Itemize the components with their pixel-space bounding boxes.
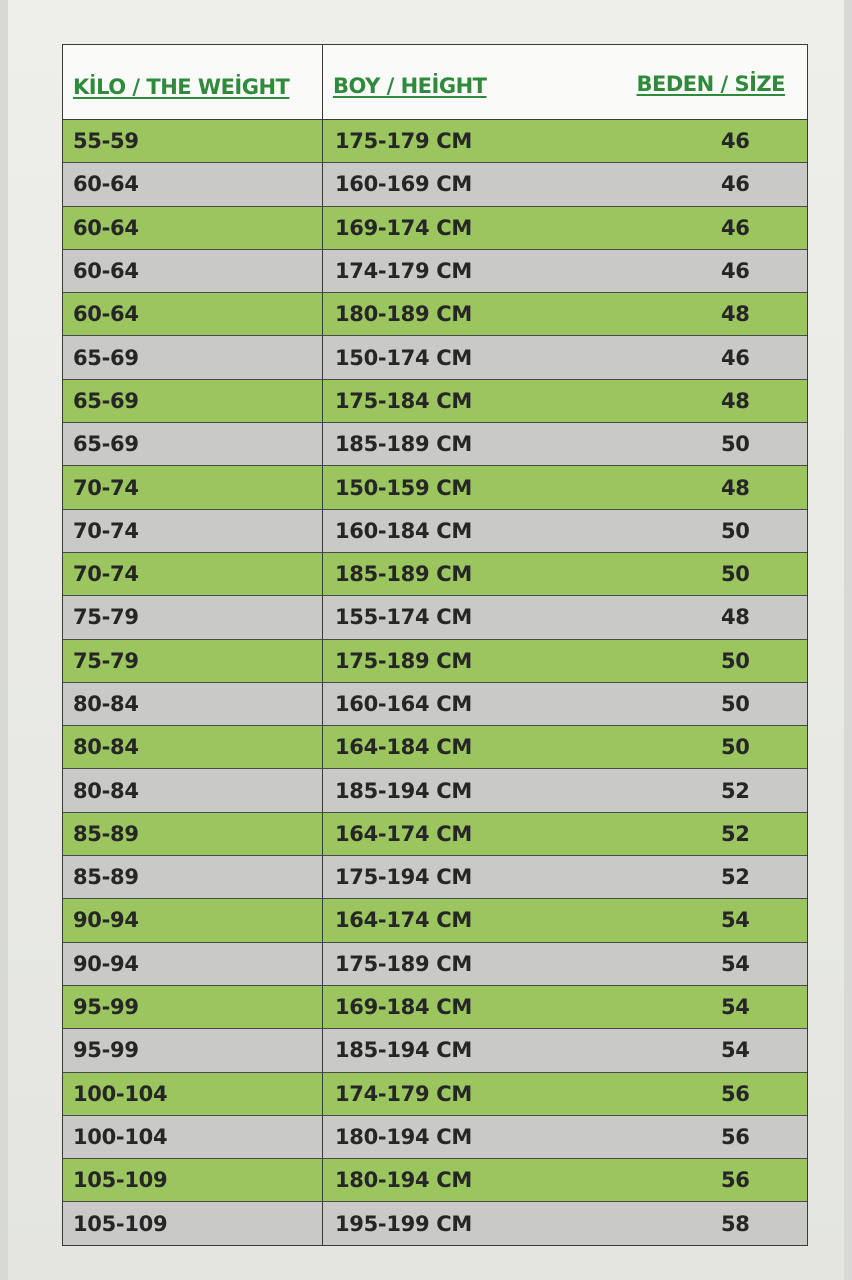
height-cell: 174-179 CM xyxy=(335,259,473,284)
size-cell: 52 xyxy=(721,865,750,890)
weight-cell: 80-84 xyxy=(63,769,323,811)
weight-cell: 95-99 xyxy=(63,986,323,1028)
weight-cell: 70-74 xyxy=(63,510,323,552)
size-cell: 52 xyxy=(721,821,750,846)
table-row xyxy=(63,249,807,292)
weight-cell: 100-104 xyxy=(63,1073,323,1115)
size-cell: 48 xyxy=(721,605,750,630)
header-size: BEDEN / SİZE xyxy=(636,72,785,96)
table-row xyxy=(63,552,807,595)
table-row xyxy=(63,292,807,335)
weight-cell: 75-79 xyxy=(63,596,323,638)
weight-cell: 70-74 xyxy=(63,466,323,508)
size-cell: 46 xyxy=(721,129,750,154)
size-cell: 54 xyxy=(721,951,750,976)
height-cell: 180-194 CM xyxy=(335,1168,473,1193)
height-cell: 164-184 CM xyxy=(335,735,473,760)
height-cell: 169-184 CM xyxy=(335,995,473,1020)
table-row xyxy=(63,985,807,1028)
size-cell: 46 xyxy=(721,215,750,240)
height-cell: 175-194 CM xyxy=(335,865,473,890)
height-cell: 150-174 CM xyxy=(335,345,473,370)
size-cell: 58 xyxy=(721,1211,750,1236)
size-cell: 52 xyxy=(721,778,750,803)
size-cell: 50 xyxy=(721,432,750,457)
height-cell: 174-179 CM xyxy=(335,1081,473,1106)
size-cell: 50 xyxy=(721,692,750,716)
height-cell: 160-169 CM xyxy=(335,172,473,197)
weight-cell: 60-64 xyxy=(63,163,323,205)
height-cell: 175-189 CM xyxy=(335,951,473,976)
table-row xyxy=(63,162,807,205)
height-cell: 169-174 CM xyxy=(335,215,473,240)
weight-cell: 95-99 xyxy=(63,1029,323,1071)
size-cell: 54 xyxy=(721,995,750,1020)
header-weight: KİLO / THE WEİGHT xyxy=(63,45,323,119)
table-row xyxy=(63,120,807,162)
table-body xyxy=(63,120,807,1245)
table-row xyxy=(63,942,807,985)
weight-cell: 60-64 xyxy=(63,207,323,249)
table-row xyxy=(63,639,807,682)
table-row xyxy=(63,422,807,465)
table-row xyxy=(63,812,807,855)
size-chart-table xyxy=(62,44,808,1246)
size-cell: 48 xyxy=(721,388,750,413)
table-row xyxy=(63,1201,807,1244)
height-cell: 180-194 CM xyxy=(335,1124,473,1149)
weight-cell: 55-59 xyxy=(63,120,323,162)
paper-sheet xyxy=(8,0,844,1280)
height-cell: 175-189 CM xyxy=(335,648,473,673)
height-cell: 160-164 CM xyxy=(335,692,473,716)
size-cell: 46 xyxy=(721,259,750,284)
header-height: BOY / HEİGHT xyxy=(333,74,487,98)
height-cell: 185-189 CM xyxy=(335,432,473,457)
table-row xyxy=(63,1158,807,1201)
table-row xyxy=(63,725,807,768)
weight-cell: 90-94 xyxy=(63,943,323,985)
table-row xyxy=(63,1072,807,1115)
weight-cell: 90-94 xyxy=(63,899,323,941)
table-row xyxy=(63,1028,807,1071)
size-cell: 50 xyxy=(721,562,750,587)
weight-cell: 60-64 xyxy=(63,250,323,292)
height-cell: 180-189 CM xyxy=(335,302,473,327)
height-cell: 185-194 CM xyxy=(335,1038,473,1063)
table-row xyxy=(63,465,807,508)
height-cell: 164-174 CM xyxy=(335,908,473,933)
weight-cell: 65-69 xyxy=(63,380,323,422)
weight-cell: 60-64 xyxy=(63,293,323,335)
table-row xyxy=(63,1115,807,1158)
weight-cell: 105-109 xyxy=(63,1159,323,1201)
height-cell: 185-189 CM xyxy=(335,562,473,587)
weight-cell: 65-69 xyxy=(63,423,323,465)
table-row xyxy=(63,898,807,941)
weight-cell: 85-89 xyxy=(63,856,323,898)
size-cell: 56 xyxy=(721,1168,750,1193)
size-cell: 54 xyxy=(721,1038,750,1063)
table-row xyxy=(63,335,807,378)
weight-cell: 85-89 xyxy=(63,813,323,855)
size-cell: 50 xyxy=(721,518,750,543)
table-row xyxy=(63,509,807,552)
height-cell: 155-174 CM xyxy=(335,605,473,630)
size-cell: 50 xyxy=(721,648,750,673)
weight-cell: 105-109 xyxy=(63,1202,323,1244)
weight-cell: 70-74 xyxy=(63,553,323,595)
weight-cell: 100-104 xyxy=(63,1116,323,1158)
table-row xyxy=(63,682,807,725)
table-row xyxy=(63,206,807,249)
height-cell: 175-184 CM xyxy=(335,388,473,413)
size-cell: 50 xyxy=(721,735,750,760)
height-cell: 164-174 CM xyxy=(335,821,473,846)
weight-cell: 80-84 xyxy=(63,726,323,768)
size-cell: 56 xyxy=(721,1124,750,1149)
table-row xyxy=(63,855,807,898)
height-cell: 195-199 CM xyxy=(335,1211,473,1236)
size-cell: 54 xyxy=(721,908,750,933)
height-cell: 175-179 CM xyxy=(335,129,473,154)
table-header-row xyxy=(63,45,807,120)
table-row xyxy=(63,379,807,422)
weight-cell: 80-84 xyxy=(63,683,323,725)
size-cell: 48 xyxy=(721,302,750,327)
size-cell: 48 xyxy=(721,475,750,500)
height-cell: 185-194 CM xyxy=(335,778,473,803)
height-cell: 150-159 CM xyxy=(335,475,473,500)
weight-cell: 65-69 xyxy=(63,336,323,378)
weight-cell: 75-79 xyxy=(63,640,323,682)
table-row xyxy=(63,595,807,638)
size-cell: 46 xyxy=(721,345,750,370)
size-cell: 56 xyxy=(721,1081,750,1106)
table-row xyxy=(63,768,807,811)
size-cell: 46 xyxy=(721,172,750,197)
height-cell: 160-184 CM xyxy=(335,518,473,543)
